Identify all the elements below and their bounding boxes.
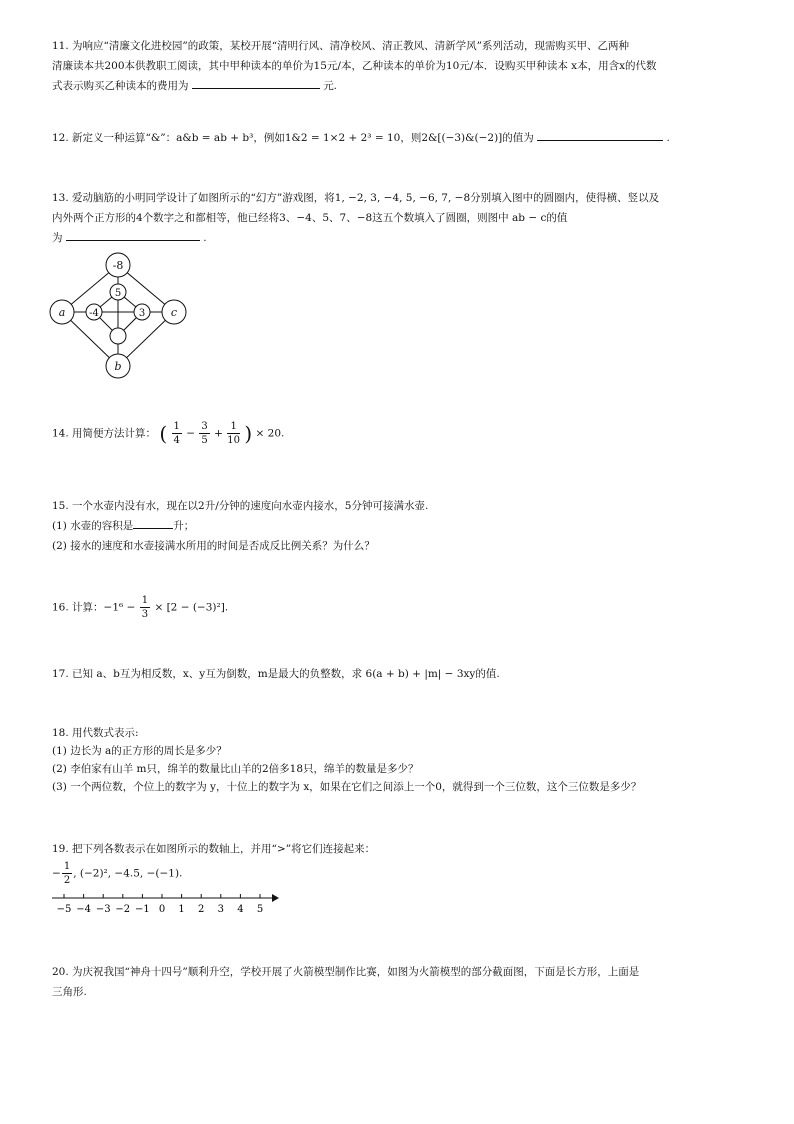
tick-label: −2 bbox=[115, 904, 131, 915]
tick-label: −4 bbox=[76, 904, 91, 915]
question-20 bbox=[52, 962, 752, 1002]
question-text: , (−2)², −4.5, −(−1). bbox=[73, 867, 183, 880]
label-top: -8 bbox=[112, 259, 124, 272]
question-text: 元. bbox=[323, 80, 338, 92]
question-text: . bbox=[203, 232, 207, 244]
question-text: 升； bbox=[173, 520, 195, 532]
tick-label: 1 bbox=[178, 904, 185, 915]
question-text: 清廉读本共200本供教职工阅读，其中甲种读本的单价为15元/本，乙种读本的单价为10元/本．设购买甲种读本 x本，用含x的代数 bbox=[52, 60, 657, 72]
numerator: 3 bbox=[201, 421, 208, 432]
denominator: 10 bbox=[227, 435, 241, 446]
label-inner-right: 3 bbox=[138, 308, 146, 319]
question-text: 爱动脑筋的小明同学设计了如图所示的“幻方”游戏图，将1, −2, 3, −4, 5, −6, 7, −8分别填入图中的圆圈内，使得横、竖以及 bbox=[72, 192, 660, 204]
answer-blank[interactable] bbox=[537, 128, 663, 141]
label-left: a bbox=[58, 306, 66, 319]
question-text: (1) 水壶的容积是 bbox=[52, 520, 134, 532]
numerator: 1 bbox=[227, 420, 240, 434]
paren-open: ( bbox=[159, 421, 168, 446]
question-text: × 20. bbox=[255, 427, 285, 440]
tick-label: −3 bbox=[95, 904, 111, 915]
question-text: (2) 接水的速度和水壶接满水所用的时间是否成反比例关系？为什么？ bbox=[52, 540, 375, 552]
circle-inner-bottom bbox=[110, 328, 126, 344]
question-text: 式表示购买乙种读本的费用为 bbox=[52, 80, 189, 92]
question-text: (2) 李伯家有山羊 m只，绵羊的数量比山羊的2倍多18只，绵羊的数量是多少？ bbox=[52, 763, 419, 775]
question-text: 用简便方法计算： bbox=[72, 427, 157, 440]
question-text: 为庆祝我国“神舟十四号”顺利升空，学校开展了火箭模型制作比赛，如图为火箭模型的部分截面图，下面是长方形，上面是 bbox=[72, 966, 640, 978]
fraction bbox=[227, 420, 240, 447]
tick-label: 5 bbox=[256, 904, 264, 915]
question-text: 用代数式表示: bbox=[72, 727, 139, 739]
label-right: c bbox=[170, 306, 178, 319]
denominator: 5 bbox=[201, 435, 208, 446]
question-text: 一个水壶内没有水，现在以2升/分钟的速度向水壶内接水，5分钟可接满水壶. bbox=[72, 500, 429, 512]
magic-square-diagram bbox=[48, 248, 188, 380]
question-11 bbox=[52, 36, 752, 96]
question-text: 为响应“清廉文化进校园”的政策，某校开展“清明行风、清净校风、清正教风、清新学风”系列活动，现需购买甲、乙两种 bbox=[72, 40, 630, 52]
fraction bbox=[199, 420, 209, 447]
tick-label: −5 bbox=[56, 904, 72, 915]
question-number: 20. bbox=[52, 966, 69, 978]
denominator: 2 bbox=[63, 875, 71, 886]
question-text: (1) 边长为 a的正方形的周长是多少？ bbox=[52, 745, 227, 757]
question-12 bbox=[52, 128, 752, 148]
question-text: 内外两个正方形的4个数字之和都相等，他已经将3、−4、5、7、−8这五个数填入了圆圈，则图中 ab − c的值 bbox=[52, 212, 568, 224]
question-15 bbox=[52, 496, 752, 556]
question-number: 18. bbox=[52, 727, 69, 739]
numerator: 1 bbox=[141, 595, 149, 606]
question-number: 16. bbox=[52, 601, 69, 614]
question-text: 计算：−1⁶ − bbox=[72, 601, 136, 614]
number-line bbox=[52, 890, 282, 916]
question-text: 新定义一种运算“&”：a&b = ab + b³，例如1&2 = 1×2 + 2³ = 10，则2&[(−3)&(−2)]的值为 bbox=[72, 132, 534, 144]
answer-blank[interactable] bbox=[66, 228, 200, 241]
answer-blank[interactable] bbox=[192, 76, 320, 89]
tick-label: 2 bbox=[198, 904, 205, 915]
question-number: 17. bbox=[52, 668, 69, 680]
denominator: 4 bbox=[173, 435, 180, 446]
label-inner-left: -4 bbox=[89, 308, 99, 319]
numerator: 1 bbox=[63, 861, 71, 872]
question-number: 13. bbox=[52, 192, 69, 204]
question-16 bbox=[52, 594, 752, 621]
question-text: 三角形. bbox=[52, 986, 87, 998]
question-text: . bbox=[666, 132, 670, 144]
fraction bbox=[62, 860, 72, 887]
question-number: 19. bbox=[52, 843, 69, 855]
paren-close: ) bbox=[244, 421, 253, 446]
label-bottom: b bbox=[114, 360, 122, 373]
tick-label: 4 bbox=[237, 904, 244, 915]
question-number: 11. bbox=[52, 40, 69, 52]
question-19 bbox=[52, 840, 752, 887]
question-17 bbox=[52, 664, 752, 684]
tick-label: 3 bbox=[217, 904, 224, 915]
question-14: 14. 用简便方法计算： ( $\frac{1}{4}$ − $\frac{3}{5}$ + $\frac{1}{10}$ ) × 20. bbox=[52, 421, 285, 446]
denominator: 3 bbox=[141, 609, 149, 620]
question-13 bbox=[52, 188, 752, 248]
fraction bbox=[172, 420, 182, 447]
question-number: 12. bbox=[52, 132, 69, 144]
question-text: 把下列各数表示在如图所示的数轴上，并用“>”将它们连接起来： bbox=[72, 843, 376, 855]
answer-blank[interactable] bbox=[133, 516, 173, 529]
fraction bbox=[140, 594, 150, 621]
tick-label: −1 bbox=[135, 904, 150, 915]
tick-label: 0 bbox=[158, 904, 166, 915]
number-line-arrow bbox=[272, 894, 279, 902]
question-18 bbox=[52, 724, 752, 796]
question-text: 已知 a、b互为相反数，x、y互为倒数，m是最大的负整数，求 6(a + b) + |m| − 3xy的值. bbox=[72, 668, 500, 680]
question-text: (3) 一个两位数，个位上的数字为 y，十位上的数字为 x，如果在它们之间添上一个0，就得到一个三位数，这个三位数是多少？ bbox=[52, 781, 642, 793]
question-number: 15. bbox=[52, 500, 69, 512]
label-inner-top: 5 bbox=[114, 288, 122, 299]
question-number: 14. bbox=[52, 427, 69, 440]
numerator: 1 bbox=[173, 421, 180, 432]
question-text: × [2 − (−3)²]. bbox=[154, 601, 229, 614]
minus-sign: − bbox=[52, 867, 61, 880]
number-line-ticks bbox=[57, 894, 264, 915]
question-text: 为 bbox=[52, 232, 63, 244]
